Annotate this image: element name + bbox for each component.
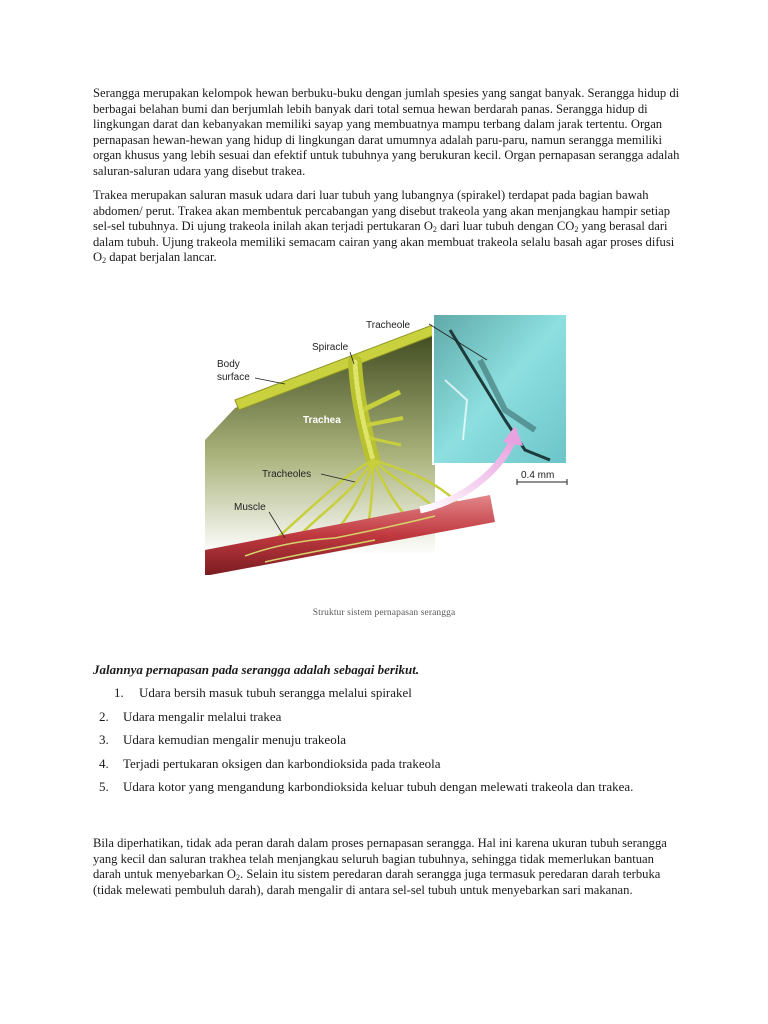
label-body-surface-line2: surface — [217, 372, 250, 383]
list-text: Udara kotor yang mengandung karbondioksida keluar tubuh dengan melewati trakeola dan trakea. — [123, 779, 634, 794]
list-item — [93, 685, 683, 701]
list-number: 2. — [99, 708, 109, 724]
list-text: Udara mengalir melalui trakea — [123, 708, 282, 724]
label-scale: 0.4 mm — [521, 470, 555, 481]
subscript-2: 2 — [432, 225, 437, 235]
label-tracheoles: Tracheoles — [262, 469, 312, 480]
list-text: Terjadi pertukaran oksigen dan karbondioksida pada trakeola — [123, 755, 441, 771]
trachea-text-a: Trakea merupakan saluran masuk udara dari luar tubuh yang lubangnya (spirakel) terdapat pada bagian bawah abdomen/ perut. Trakea akan membentuk percabangan yang disebut trakeola yang akan menjangkau hampir setiap sel-sel tubuhnya. Di ujung trakeola inilah akan terjadi pertukaran O — [93, 188, 671, 234]
list-text: Udara bersih masuk tubuh serangga melalui spirakel — [139, 685, 412, 700]
steps-heading: Jalannya pernapasan pada serangga adalah sebagai berikut. — [93, 662, 420, 677]
list-number: 5. — [99, 779, 109, 794]
trachea-paragraph — [93, 188, 683, 266]
list-number: 1. — [114, 685, 124, 700]
list-item — [93, 779, 683, 795]
list-number: 3. — [99, 732, 109, 747]
subscript-2: 2 — [574, 225, 579, 235]
label-spiracle: Spiracle — [312, 342, 349, 353]
list-item — [93, 732, 683, 748]
intro-paragraph: Serangga merupakan kelompok hewan berbuku-buku dengan jumlah spesies yang sangat banyak. Serangga hidup di berbagai belahan bumi dan berjumlah lebih banyak dari total semua hewan berdarah panas. Serangga hidup di lingkungan darat dan kebanyakan memiliki sayap yang membuatnya mampu terbang dalam jarak tertentu. Organ pernapasan hewan-hewan yang hidup di lingkungan darat umumnya adalah paru-paru, namun serangga memiliki organ khusus yang lebih sesuai dan efektif untuk tubuhnya yang berukuran kecil. Organ pernapasan serangga adalah saluran-saluran udara yang disebut trakea. — [93, 86, 680, 178]
subscript-2: 2 — [102, 256, 107, 266]
closing-paragraph — [93, 836, 683, 898]
closing-text-b: . Selain itu sistem peredaran darah serangga juga termasuk peredaran darah terbuka (tidak melewati pembuluh darah), darah mengalir di antara sel-sel tubuh untuk menyebarkan sari makanan. — [93, 867, 661, 897]
trachea-text-b: dari luar tubuh dengan CO — [436, 219, 575, 234]
label-muscle: Muscle — [234, 502, 266, 513]
insect-respiration-figure — [205, 300, 585, 575]
subscript-2: 2 — [236, 873, 241, 883]
list-item — [93, 756, 683, 772]
label-tracheole: Tracheole — [366, 320, 411, 331]
label-body-surface-line1: Body — [217, 359, 240, 370]
tracheal-system-illustration — [205, 300, 585, 575]
label-trachea: Trachea — [303, 415, 341, 426]
steps-list — [93, 685, 683, 803]
trachea-text-d: dapat berjalan lancar. — [106, 250, 217, 265]
figure-caption: Struktur sistem pernapasan serangga — [312, 608, 456, 618]
trachea-text-c: yang berasal dari dalam tubuh. Ujung trakeola memiliki semacam cairan yang akan membuat trakeola selalu basah agar proses difusi O — [93, 219, 675, 265]
list-number: 4. — [99, 755, 109, 771]
closing-text-a: Bila diperhatikan, tidak ada peran darah dalam proses pernapasan serangga. Hal ini karena ukuran tubuh serangga yang kecil dan saluran trakhea telah menjangkau seluruh bagian tubuhnya, sehingga tidak memerlukan bantuan darah untuk menyebarkan O — [93, 836, 667, 882]
list-item — [93, 709, 683, 725]
list-text: Udara kemudian mengalir menuju trakeola — [123, 732, 347, 747]
